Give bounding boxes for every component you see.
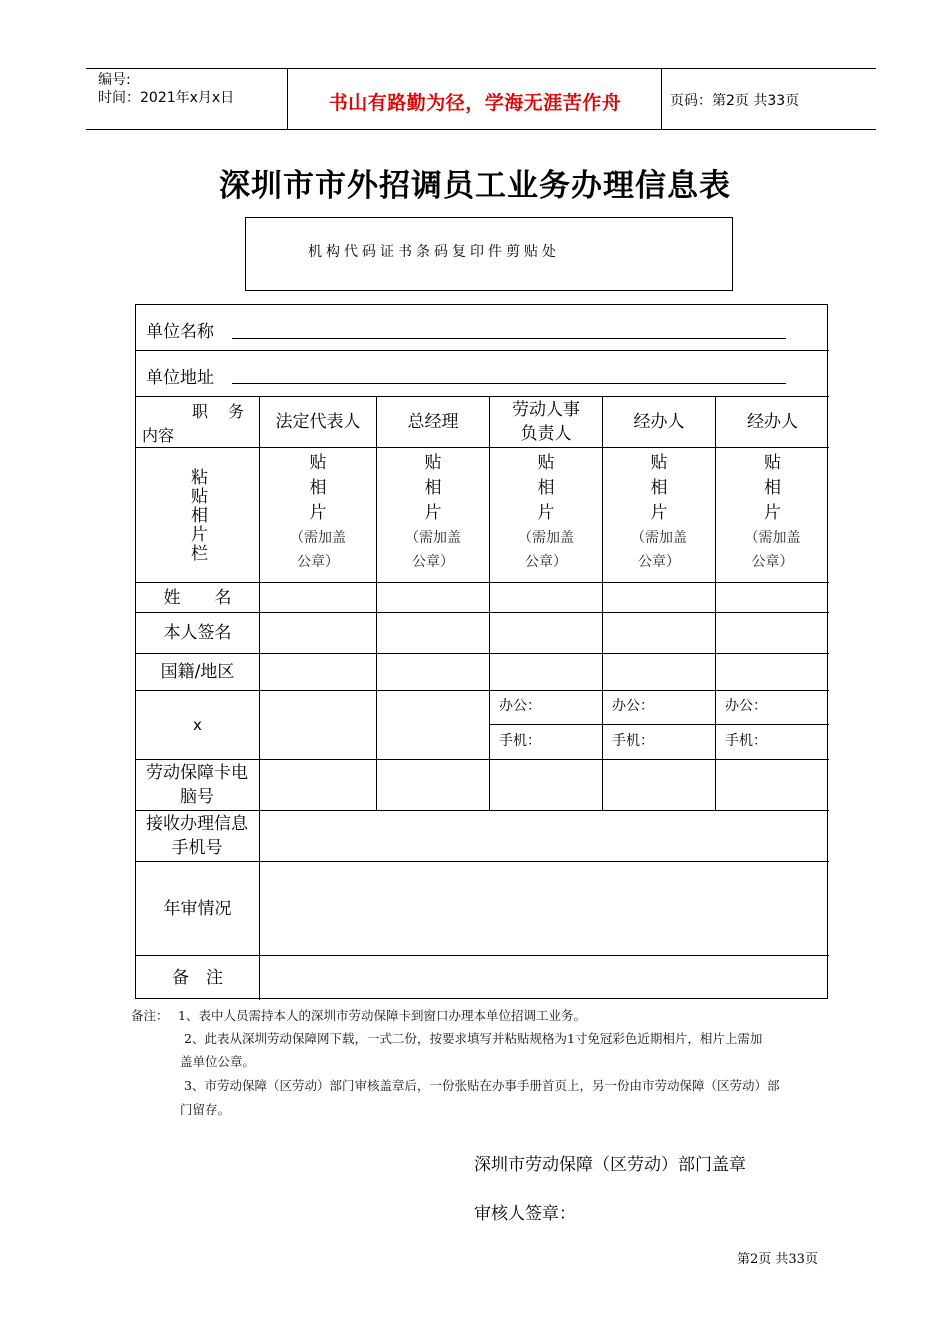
time-label: 时间：2021年x月x日 bbox=[98, 90, 235, 106]
header-meta bbox=[98, 71, 234, 107]
barcode-box-label: 机构代码证书条码复印件剪贴处 bbox=[308, 244, 560, 260]
footer-page-number: 第2页 共33页 bbox=[737, 1252, 818, 1267]
department-seal-text: 深圳市劳动保障（区劳动）部门盖章 bbox=[474, 1155, 746, 1175]
photo-note: （需加盖公章） bbox=[518, 530, 574, 570]
photo-text: 贴相片 bbox=[764, 453, 781, 523]
row-line bbox=[136, 447, 829, 448]
role-general-manager: 总经理 bbox=[407, 412, 459, 432]
office-phone-label: 办公： bbox=[725, 698, 767, 714]
photo-slot[interactable] bbox=[716, 451, 829, 574]
labor-card-label: 劳动保障卡电脑号 bbox=[146, 763, 248, 807]
photo-note: （需加盖公章） bbox=[631, 530, 687, 570]
photo-slot[interactable] bbox=[377, 451, 489, 574]
photo-text: 贴相片 bbox=[537, 453, 555, 523]
unit-name-field[interactable] bbox=[232, 338, 786, 339]
note-3-cont: 门留存。 bbox=[180, 1102, 231, 1117]
photo-note: （需加盖公章） bbox=[744, 530, 801, 570]
row-line bbox=[136, 350, 829, 351]
notes-head: 备注： bbox=[131, 1008, 169, 1023]
header-motto: 书山有路勤为径，学海无涯苦作舟 bbox=[328, 92, 622, 114]
mobile-phone-label: 手机： bbox=[612, 733, 654, 749]
form-title: 深圳市市外招调员工业务办理信息表 bbox=[219, 168, 731, 204]
photo-text: 贴相片 bbox=[650, 453, 668, 523]
note-3: 3、市劳动保障（区劳动）部门审核盖章后，一份张贴在办事手册首页上，另一份由市劳动保障（区劳动）部 bbox=[184, 1078, 780, 1093]
photo-note: （需加盖公章） bbox=[405, 530, 461, 570]
row-line bbox=[489, 724, 829, 725]
role-handler: 经办人 bbox=[633, 412, 685, 432]
unit-address-field[interactable] bbox=[232, 383, 786, 384]
photo-text: 贴相片 bbox=[424, 453, 442, 523]
sms-phone-label: 接收办理信息手机号 bbox=[146, 814, 248, 858]
remark-label: 备 注 bbox=[172, 968, 223, 988]
barcode-paste-box bbox=[245, 217, 733, 291]
annual-review-label: 年审情况 bbox=[163, 898, 232, 919]
reviewer-signature-text: 审核人签章： bbox=[474, 1204, 576, 1224]
unit-name-label: 单位名称 bbox=[146, 322, 214, 342]
name-label: 姓 名 bbox=[163, 587, 232, 608]
mobile-phone-label: 手机： bbox=[499, 733, 541, 749]
photo-note: （需加盖公章） bbox=[290, 530, 346, 570]
photo-row-label: 粘贴相片栏 bbox=[187, 467, 207, 563]
photo-slot[interactable] bbox=[490, 451, 602, 574]
office-phone-label: 办公： bbox=[612, 698, 654, 714]
office-phone-label: 办公： bbox=[499, 698, 541, 714]
note-2-cont: 盖单位公章。 bbox=[180, 1054, 256, 1069]
role-legal-rep: 法定代表人 bbox=[275, 412, 361, 432]
phone-row-label: x bbox=[193, 716, 202, 734]
document-header bbox=[86, 68, 876, 130]
note-1: 1、表中人员需持本人的深圳市劳动保障卡到窗口办理本单位招调工业务。 bbox=[178, 1008, 586, 1023]
photo-slot[interactable] bbox=[603, 451, 715, 574]
code-label: 编号: bbox=[98, 72, 131, 88]
nationality-label: 国籍/地区 bbox=[160, 662, 235, 682]
photo-slot[interactable] bbox=[260, 451, 376, 574]
header-page-info: 页码：第2页 共33页 bbox=[670, 93, 800, 109]
role-handler: 经办人 bbox=[747, 412, 798, 432]
signature-label: 本人签名 bbox=[163, 623, 232, 643]
mobile-phone-label: 手机： bbox=[725, 733, 767, 749]
info-form-table bbox=[135, 304, 828, 999]
photo-text: 贴相片 bbox=[309, 453, 327, 523]
note-2: 2、此表从深圳劳动保障网下载，一式二份，按要求填写并粘贴规格为1寸免冠彩色近期相片，相片上需加 bbox=[184, 1031, 763, 1046]
role-header-duty: 职 务 bbox=[192, 402, 247, 421]
role-header-content: 内容 bbox=[142, 426, 175, 445]
role-hr-head: 劳动人事负责人 bbox=[512, 400, 580, 444]
unit-address-label: 单位地址 bbox=[146, 368, 214, 388]
